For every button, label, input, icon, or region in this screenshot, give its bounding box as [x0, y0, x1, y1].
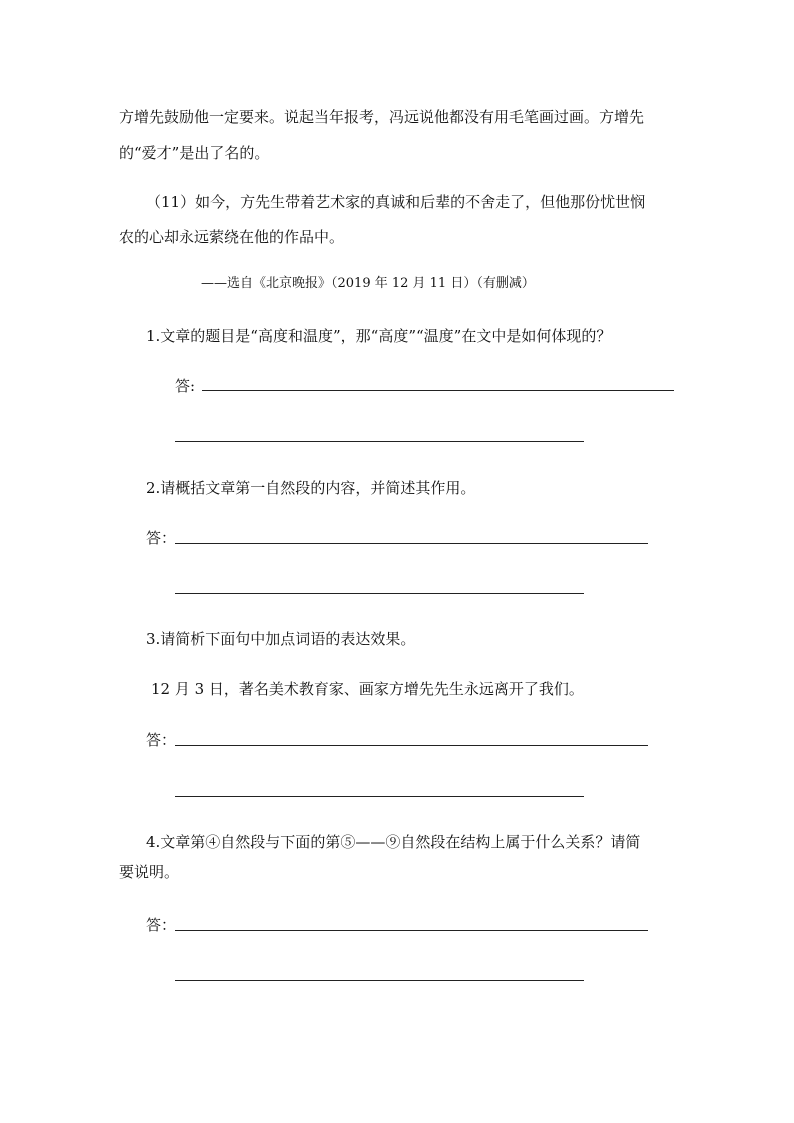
answer-label-4: 答：: [146, 916, 177, 934]
question-3-quote: 12 月 3 日，著名美术教育家、画家方增先先生永远离开了我们。: [151, 680, 584, 698]
question-4-line-2: 要说明。: [119, 863, 180, 881]
paragraph-cont-line-2: 的“爱才”是出了名的。: [119, 144, 270, 162]
answer-label-2: 答：: [146, 529, 177, 547]
answer-label-3: 答：: [146, 731, 177, 749]
question-1: 1.文章的题目是“高度和温度”，那“高度”“温度”在文中是如何体现的？: [146, 327, 612, 345]
source-citation: ——选自《北京晚报》（2019 年 12 月 11 日）（有删减）: [201, 276, 535, 291]
answer-line-3a[interactable]: [175, 745, 648, 746]
paragraph-cont-line-1: 方增先鼓励他一定要来。说起当年报考，冯远说他都没有用毛笔画过画。方增先: [119, 108, 645, 126]
answer-line-4b[interactable]: [175, 980, 584, 981]
question-2: 2.请概括文章第一自然段的内容，并简述其作用。: [146, 479, 476, 497]
answer-line-1b[interactable]: [175, 441, 584, 442]
answer-line-4a[interactable]: [175, 930, 648, 931]
paragraph-11-line-2: 农的心却永远萦绕在他的作品中。: [119, 228, 345, 246]
answer-line-2b[interactable]: [175, 593, 584, 594]
answer-line-1a[interactable]: [202, 390, 674, 391]
answer-label-1: 答:: [175, 377, 196, 395]
question-4-line-1: 4.文章第④自然段与下面的第⑤——⑨自然段在结构上属于什么关系？请简: [146, 833, 641, 851]
answer-line-2a[interactable]: [175, 543, 648, 544]
answer-line-3b[interactable]: [175, 796, 584, 797]
paragraph-11-line-1: （11）如今，方先生带着艺术家的真诚和后辈的不舍走了，但他那份忧世悯: [146, 193, 646, 211]
question-3: 3.请简析下面句中加点词语的表达效果。: [146, 630, 416, 648]
